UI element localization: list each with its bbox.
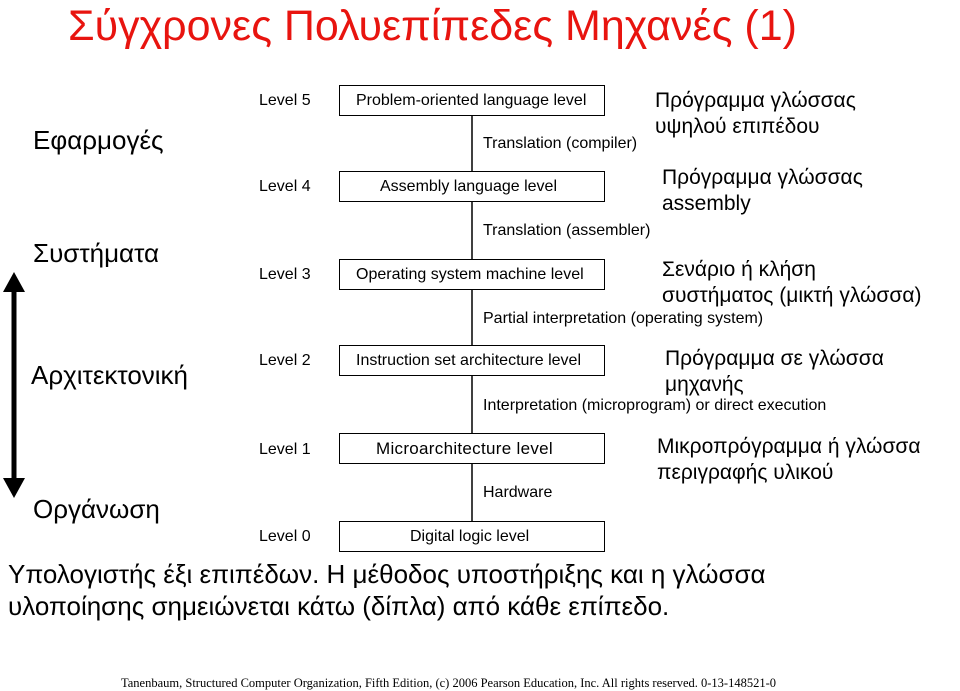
category-organization: Οργάνωση: [33, 494, 160, 524]
description-level-1: Μικροπρόγραμμα ή γλώσσα περιγραφής υλικού: [657, 435, 921, 484]
level-label-5: Level 5: [259, 92, 311, 109]
description-level-5: Πρόγραμμα γλώσσας υψηλού επιπέδου: [655, 89, 856, 138]
level-box-3: Operating system machine level: [339, 259, 605, 290]
partial-interpretation: Partial interpretation (operating system): [483, 310, 764, 327]
category-applications: Εφαρμογές: [33, 125, 164, 155]
level-box-4: Assembly language level: [339, 171, 605, 202]
level-box-5: Problem-oriented language level: [339, 85, 605, 116]
translation-assembler: Translation (assembler): [483, 222, 651, 239]
description-level-3: Σενάριο ή κλήση συστήματος (μικτή γλώσσα): [662, 258, 922, 307]
level-label-1: Level 1: [259, 441, 311, 458]
level-label-0: Level 0: [259, 528, 311, 545]
figure-caption: Υπολογιστής έξι επιπέδων. Η μέθοδος υποστήριξης και η γλώσσα υλοποίησης σημειώνεται κάτω (δίπλα) από κάθε επίπεδο.: [8, 559, 766, 621]
hardware-label: Hardware: [483, 484, 553, 501]
category-architecture: Αρχιτεκτονική: [31, 360, 189, 390]
page-title: Σύγχρονες Πολυεπίπεδες Μηχανές (1): [68, 2, 797, 50]
level-label-3: Level 3: [259, 266, 311, 283]
double-arrow-icon: [3, 272, 25, 498]
description-level-2: Πρόγραμμα σε γλώσσα μηχανής: [665, 347, 884, 396]
level-label-4: Level 4: [259, 178, 311, 195]
translation-compiler: Translation (compiler): [483, 135, 638, 152]
copyright-footer: Tanenbaum, Structured Computer Organization, Fifth Edition, (c) 2006 Pearson Education, Inc. All rights reserved. 0-13-148521-0: [121, 676, 776, 690]
level-box-2: Instruction set architecture level: [339, 345, 605, 376]
level-label-2: Level 2: [259, 352, 311, 369]
interpretation-microprogram: Interpretation (microprogram) or direct execution: [483, 397, 827, 414]
level-box-0: Digital logic level: [339, 521, 605, 552]
category-systems: Συστήματα: [33, 238, 160, 268]
level-box-1: Microarchitecture level: [339, 433, 605, 464]
description-level-4: Πρόγραμμα γλώσσας assembly: [662, 166, 863, 215]
